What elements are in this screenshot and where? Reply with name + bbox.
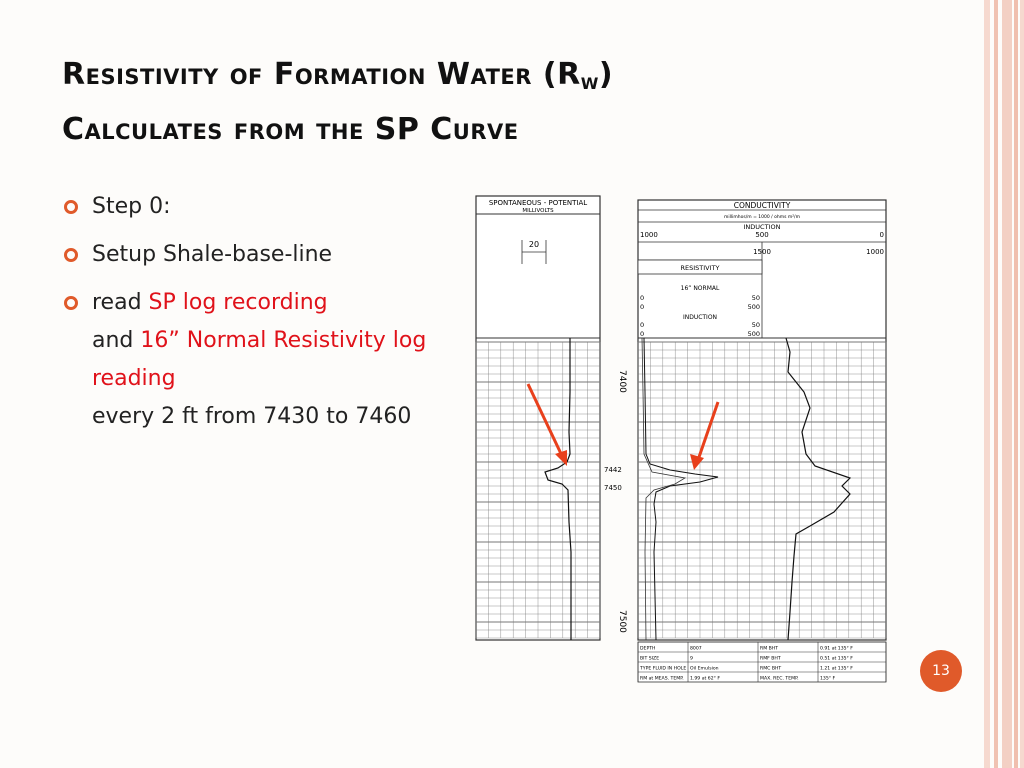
footer-cell: 0.91 at 135° F <box>820 646 853 652</box>
well-log-figure <box>470 192 890 692</box>
footer-cell: RMF BHT <box>760 656 781 662</box>
footer-cell: BIT SIZE <box>640 656 660 662</box>
resistivity-label: RESISTIVITY <box>680 264 720 272</box>
bullet-text-mid: and <box>92 328 141 353</box>
conductivity-units: millimhos/m = 1000 / ohms m²/m <box>724 215 800 220</box>
induction-scale-right: 0 <box>879 231 884 239</box>
induction2-scale-0: 0 <box>640 321 645 329</box>
conductivity-label: CONDUCTIVITY <box>733 201 791 210</box>
footer-cell: TYPE FLUID IN HOLE <box>640 666 687 672</box>
bullet-text: Setup Shale-base-line <box>92 242 333 267</box>
normal-scale-50: 50 <box>751 294 760 302</box>
induction-scale-left: 1000 <box>640 231 658 239</box>
depth-label-7400: 7400 <box>617 370 627 393</box>
bullet-text: Step 0: <box>92 194 171 219</box>
title-line1-a: Resistivity of Formation Water (R <box>62 57 581 92</box>
footer-cell: RM BHT <box>760 646 779 652</box>
bullet-icon <box>64 296 78 310</box>
title-line1-b: ) <box>598 57 614 92</box>
sp-header-label: SPONTANEOUS - POTENTIAL <box>488 199 588 207</box>
footer-cell: 8007 <box>690 646 702 652</box>
footer-cell: RM at MEAS. TEMP. <box>640 676 684 682</box>
footer-cell: 1.99 at 62° F <box>690 676 721 682</box>
induction2-scale-0b: 0 <box>640 330 645 338</box>
induction2-label: INDUCTION <box>682 314 718 321</box>
induction2-scale-500: 500 <box>747 330 760 338</box>
title-subscript: W <box>580 74 599 93</box>
normal-scale-500: 500 <box>747 303 760 311</box>
bullet-item <box>62 236 432 274</box>
induction-scale-mid: 500 <box>755 231 769 239</box>
footer-cell: 135° F <box>820 676 836 682</box>
depth-label-7442: 7442 <box>604 466 622 474</box>
induction-scale2-right: 1000 <box>866 248 884 256</box>
sp-units-label: MILLIVOLTS <box>522 208 554 214</box>
footer-cell: 0.51 at 135° F <box>820 656 853 662</box>
induction2-scale-50: 50 <box>751 321 760 329</box>
footer-cell: DEPTH <box>640 646 656 652</box>
footer-cell: 1.21 at 135° F <box>820 666 853 672</box>
normal-scale-0: 0 <box>640 294 645 302</box>
sp-scale-label: 20 <box>528 240 540 249</box>
depth-label-7450: 7450 <box>604 484 622 492</box>
induction-scale2-left: 1500 <box>753 248 771 256</box>
log-header-footer-table <box>638 642 886 682</box>
normal-label: 16” NORMAL <box>680 285 720 292</box>
bullet-text-pre: read <box>92 290 149 315</box>
footer-cell: Oil Emulsion <box>690 666 719 672</box>
footer-cell: MAX. REC. TEMP. <box>760 676 799 682</box>
title-line2: Calculates from the SP Curve <box>62 112 519 147</box>
bullet-icon <box>64 200 78 214</box>
normal-scale-0b: 0 <box>640 303 645 311</box>
page-number-badge: 13 <box>920 650 962 692</box>
induction-label: INDUCTION <box>743 223 781 231</box>
bullet-highlight-sp: SP log recording <box>148 290 328 315</box>
bullet-item <box>62 284 432 436</box>
bullet-item <box>62 188 432 226</box>
bullet-highlight-normal: 16” Normal Resistivity log reading <box>92 328 427 391</box>
footer-cell: 9 <box>690 656 693 662</box>
bullet-text-post: every 2 ft from 7430 to 7460 <box>92 404 412 429</box>
slide-border-decoration <box>984 0 1024 768</box>
resistivity-grid <box>638 342 886 638</box>
depth-label-7500: 7500 <box>617 610 627 633</box>
bullet-icon <box>64 248 78 262</box>
bullet-list <box>62 188 432 446</box>
slide-title <box>62 52 882 153</box>
footer-cell: RMC BHT <box>760 666 782 672</box>
